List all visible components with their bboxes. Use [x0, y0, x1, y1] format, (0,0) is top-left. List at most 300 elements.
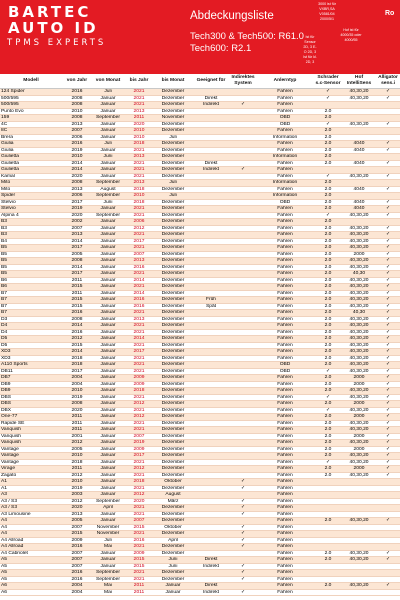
table-cell: 2021	[124, 173, 154, 180]
table-cell: 2015	[124, 563, 154, 570]
table-cell: Dezember	[154, 160, 192, 167]
table-cell: ✓	[314, 394, 342, 401]
table-cell: Spider	[0, 193, 62, 200]
table-cell: 40,30,20	[342, 316, 376, 323]
table-cell: B6	[0, 284, 62, 291]
table-cell: Januar	[154, 589, 192, 596]
table-cell: ✓	[376, 225, 400, 232]
table-cell: 2014	[62, 323, 92, 330]
table-cell: Indirekt	[192, 589, 230, 596]
table-cell: ✓	[376, 264, 400, 271]
table-cell: Mito	[0, 180, 62, 187]
coverage-table	[0, 74, 400, 596]
table-cell: 2.0	[314, 238, 342, 245]
table-cell: Januar	[92, 297, 124, 304]
table-cell: D5	[0, 336, 62, 343]
table-cell: Fahren	[256, 407, 314, 414]
table-cell: 2.0	[314, 518, 342, 525]
table-cell: ✓	[376, 310, 400, 317]
table-cell: 2021	[124, 511, 154, 518]
table-cell: 2017	[124, 238, 154, 245]
table-cell: ✓	[230, 505, 256, 512]
table-cell: Fahren	[256, 479, 314, 486]
table-cell: 2017	[124, 453, 154, 460]
table-cell: B3	[0, 232, 62, 239]
table-cell: Dezember	[154, 245, 192, 252]
table-cell: Januar	[92, 271, 124, 278]
table-cell: Fahren	[256, 141, 314, 148]
table-cell: ✓	[376, 160, 400, 167]
table-cell: A3 Limousine	[0, 511, 62, 518]
table-cell: ✓	[376, 362, 400, 369]
table-cell: 40,30,20	[342, 297, 376, 304]
table-cell: 2006	[124, 219, 154, 226]
table-cell: Giulietta	[0, 160, 62, 167]
table-cell: 2021	[124, 342, 154, 349]
table-cell: 2.0	[314, 147, 342, 154]
table-cell: Dezember	[154, 316, 192, 323]
table-cell: September	[92, 180, 124, 187]
table-cell: 2012	[124, 466, 154, 473]
table-cell: Januar	[92, 128, 124, 135]
table-cell: Stelvio	[0, 199, 62, 206]
table-cell: Dezember	[154, 238, 192, 245]
table-cell: 2007	[62, 128, 92, 135]
table-cell: Fahren	[256, 544, 314, 551]
table-cell: 2016	[62, 544, 92, 551]
table-cell: Fahren	[256, 206, 314, 213]
table-cell: A6	[0, 589, 62, 596]
table-cell: 2013	[124, 108, 154, 115]
table-cell: ✓	[376, 472, 400, 479]
table-cell: September	[92, 212, 124, 219]
table-cell: Spät	[192, 303, 230, 310]
table-cell: B7	[0, 310, 62, 317]
table-cell: 2008	[62, 95, 92, 102]
table-cell: D4	[0, 329, 62, 336]
table-cell: 2018	[124, 479, 154, 486]
table-cell: 2.0	[314, 290, 342, 297]
table-cell: Fahren	[256, 440, 314, 447]
table-cell: Dezember	[154, 433, 192, 440]
table-cell: 2016	[62, 310, 92, 317]
table-cell: Fahren	[256, 232, 314, 239]
table-cell: 2015	[62, 297, 92, 304]
table-cell: ✓	[376, 446, 400, 453]
table-cell: 2007	[62, 225, 92, 232]
table-cell: 2017	[124, 349, 154, 356]
table-cell: B5	[0, 251, 62, 258]
table-cell: Fahren	[256, 108, 314, 115]
table-cell: ✓	[376, 453, 400, 460]
table-cell: Dezember	[154, 258, 192, 265]
table-cell: 2021	[124, 362, 154, 369]
table-cell: 2021	[124, 89, 154, 96]
table-cell: 2.0	[314, 440, 342, 447]
column-header: Alligator sens.i	[376, 74, 400, 89]
table-cell: 2000	[342, 375, 376, 382]
table-cell: 2006	[62, 134, 92, 141]
table-cell: Fahren	[256, 394, 314, 401]
table-cell: Januar	[92, 290, 124, 297]
table-cell: Dezember	[154, 355, 192, 362]
table-cell: 2012	[62, 472, 92, 479]
table-cell: 2021	[124, 472, 154, 479]
table-cell: Dezember	[154, 375, 192, 382]
table-cell: April	[154, 537, 192, 544]
table-cell: B5	[0, 258, 62, 265]
table-cell: 2.0	[314, 251, 342, 258]
table-cell: A4	[0, 524, 62, 531]
table-cell: ✓	[376, 355, 400, 362]
table-cell: D5	[0, 342, 62, 349]
table-cell: 2021	[124, 329, 154, 336]
table-cell: Dezember	[154, 420, 192, 427]
table-cell: Vanquish	[0, 427, 62, 434]
table-cell: Fahren	[256, 557, 314, 564]
table-cell: 2.0	[314, 583, 342, 590]
table-cell: Januar	[92, 381, 124, 388]
table-cell: Fahren	[256, 89, 314, 96]
table-cell: A4 Cabriolet	[0, 550, 62, 557]
table-cell: Januar	[92, 108, 124, 115]
table-cell: Vanquish	[0, 440, 62, 447]
table-cell: 2020	[124, 498, 154, 505]
table-cell: B3	[0, 219, 62, 226]
table-cell: 2013	[124, 258, 154, 265]
table-cell: 2.0	[314, 329, 342, 336]
table-cell: Januar	[92, 251, 124, 258]
table-cell: 2021	[124, 368, 154, 375]
table-cell: Fahren	[256, 323, 314, 330]
table-cell: Januar	[92, 160, 124, 167]
table-cell: Oktober	[154, 479, 192, 486]
table-cell: 2021	[124, 485, 154, 492]
table-cell: Januar	[92, 375, 124, 382]
column-header: Modell	[0, 74, 62, 89]
table-cell: ✓	[376, 95, 400, 102]
table-cell: ✓	[376, 394, 400, 401]
table-cell: Dezember	[154, 550, 192, 557]
table-cell: November	[92, 524, 124, 531]
table-cell: 2010	[62, 453, 92, 460]
table-cell: Dezember	[154, 401, 192, 408]
table-cell: Dezember	[154, 303, 192, 310]
table-cell: 2016	[124, 264, 154, 271]
table-cell: 2000	[342, 433, 376, 440]
table-cell: OBD	[256, 362, 314, 369]
table-cell: Fahren	[256, 433, 314, 440]
document-title: Abdeckungsliste	[190, 10, 274, 22]
table-cell: 40,30,20	[342, 121, 376, 128]
table-cell: ✓	[230, 563, 256, 570]
table-cell: 2019	[62, 147, 92, 154]
table-cell: 4040	[342, 141, 376, 148]
table-cell: 40,30,20	[342, 277, 376, 284]
table-cell: 2017	[62, 271, 92, 278]
table-cell: 2004	[62, 375, 92, 382]
table-cell: 2011	[124, 115, 154, 122]
table-cell: Fahren	[256, 316, 314, 323]
table-cell: Januar	[92, 446, 124, 453]
table-cell: 2007	[62, 563, 92, 570]
table-cell: Dezember	[154, 310, 192, 317]
table-cell: 2021	[124, 232, 154, 239]
table-cell: Punto Evo	[0, 108, 62, 115]
table-cell: DBS	[0, 401, 62, 408]
table-cell: DB11	[0, 368, 62, 375]
table-cell: 2014	[62, 160, 92, 167]
table-cell: Dezember	[154, 368, 192, 375]
table-cell: Dezember	[154, 251, 192, 258]
table-cell: 2.0	[314, 199, 342, 206]
table-cell: 2017	[62, 199, 92, 206]
table-cell: Januar	[92, 355, 124, 362]
table-cell: Fahren	[256, 518, 314, 525]
table-cell: 2007	[124, 518, 154, 525]
table-cell: 2.0	[314, 115, 342, 122]
table-cell: 40,30,20	[342, 232, 376, 239]
table-cell: Dezember	[154, 407, 192, 414]
table-cell: Juli	[92, 537, 124, 544]
table-cell: ✓	[230, 537, 256, 544]
table-cell: Januar	[92, 414, 124, 421]
column-header: bis Monat	[154, 74, 192, 89]
table-cell: 40,30	[342, 310, 376, 317]
table-cell: A5	[0, 570, 62, 577]
table-cell: Fahren	[256, 264, 314, 271]
table-cell: 2016	[62, 89, 92, 96]
table-cell: ✓	[376, 238, 400, 245]
table-cell: Januar	[92, 95, 124, 102]
table-cell: Fahren	[256, 427, 314, 434]
table-cell: 2008	[62, 258, 92, 265]
brand-logo-line1: BARTEC	[8, 3, 92, 21]
column-header: Anlerntyp	[256, 74, 314, 89]
table-cell: 2.0	[314, 128, 342, 135]
table-cell: 2021	[124, 245, 154, 252]
table-cell: Giulia	[0, 147, 62, 154]
table-cell: 2006	[62, 193, 92, 200]
table-cell: Januar	[92, 453, 124, 460]
table-cell	[376, 589, 400, 596]
table-cell: ✓	[376, 518, 400, 525]
table-cell: Dezember	[154, 336, 192, 343]
table-cell: 2016	[124, 297, 154, 304]
table-cell: 2.0	[314, 310, 342, 317]
table-cell: XD3	[0, 349, 62, 356]
table-cell: Fahren	[256, 537, 314, 544]
table-cell: 2014	[62, 238, 92, 245]
table-cell: ✓	[376, 199, 400, 206]
table-cell: Januar	[92, 258, 124, 265]
table-cell: Fahren	[256, 290, 314, 297]
table-cell: Januar	[92, 479, 124, 486]
table-cell: ✓	[314, 368, 342, 375]
table-cell: Dezember	[154, 485, 192, 492]
table-cell: 2015	[124, 524, 154, 531]
table-cell: Dezember	[154, 154, 192, 161]
table-cell: 2.0	[314, 414, 342, 421]
table-cell: 2014	[62, 264, 92, 271]
table-cell: Dezember	[154, 518, 192, 525]
table-cell: Januar	[92, 264, 124, 271]
table-cell: 2000	[342, 446, 376, 453]
table-cell: Januar	[92, 472, 124, 479]
table-cell: ✓	[376, 557, 400, 564]
table-cell: 2.0	[314, 316, 342, 323]
table-cell: 2.0	[314, 258, 342, 265]
table-cell: A5	[0, 576, 62, 583]
table-cell: 2014	[124, 336, 154, 343]
table-cell: ✓	[314, 121, 342, 128]
table-cell: Giulia	[0, 141, 62, 148]
table-cell: Januar	[92, 550, 124, 557]
table-cell: Dezember	[154, 349, 192, 356]
table-cell: Fahren	[256, 576, 314, 583]
table-cell: 40,30,20	[342, 518, 376, 525]
table-cell: 2015	[62, 531, 92, 538]
table-cell: Fahren	[256, 303, 314, 310]
table-cell: Fahren	[256, 225, 314, 232]
table-cell: 2.0	[314, 232, 342, 239]
table-cell: Fahren	[256, 271, 314, 278]
table-cell: Dezember	[154, 102, 192, 109]
table-cell: 2016	[124, 537, 154, 544]
table-cell: ✓	[230, 524, 256, 531]
table-cell: 2013	[62, 511, 92, 518]
table-cell: Januar	[92, 134, 124, 141]
table-cell: Fahren	[256, 310, 314, 317]
table-cell: Fahren	[256, 453, 314, 460]
table-cell: Januar	[92, 427, 124, 434]
table-cell: 2009	[124, 375, 154, 382]
table-cell: 2.0	[314, 466, 342, 473]
table-cell: 2011	[62, 427, 92, 434]
table-cell: 2021	[124, 394, 154, 401]
table-cell: Januar	[92, 420, 124, 427]
table-cell: B6	[0, 277, 62, 284]
table-cell: Virage	[0, 466, 62, 473]
table-cell: 40,30,20	[342, 394, 376, 401]
table-cell: Dezember	[154, 570, 192, 577]
table-cell: 40,30,20	[342, 329, 376, 336]
table-cell: 2008	[62, 102, 92, 109]
table-cell: ✓	[376, 407, 400, 414]
table-cell: 2005	[62, 251, 92, 258]
table-cell: 2.0	[314, 245, 342, 252]
table-cell: 2021	[124, 212, 154, 219]
table-cell: 2.0	[314, 362, 342, 369]
table-cell: 2011	[62, 277, 92, 284]
table-cell: 2011	[124, 589, 154, 596]
table-cell: A1	[0, 485, 62, 492]
table-cell: Giulietta	[0, 154, 62, 161]
table-cell: Januar	[92, 225, 124, 232]
table-cell: DB9	[0, 381, 62, 388]
table-cell: 2010	[124, 134, 154, 141]
table-cell: Rapide SE	[0, 420, 62, 427]
table-cell: Fahren	[256, 401, 314, 408]
brand-tagline: TPMS EXPERTS	[7, 38, 107, 48]
table-cell: 2.0	[314, 342, 342, 349]
table-cell: Dezember	[154, 531, 192, 538]
table-cell: ✓	[376, 336, 400, 343]
table-cell: 2021	[124, 167, 154, 174]
table-cell: Dezember	[154, 147, 192, 154]
table-cell: 4040	[342, 147, 376, 154]
table-cell: 2021	[124, 284, 154, 291]
table-cell: A4	[0, 531, 62, 538]
table-cell: Direkt	[192, 583, 230, 590]
table-cell: 2011	[62, 466, 92, 473]
table-cell: ✓	[376, 349, 400, 356]
table-cell: 2.0	[314, 420, 342, 427]
table-cell: Januar	[92, 147, 124, 154]
table-cell: 500/595	[0, 102, 62, 109]
table-cell: Juli	[154, 134, 192, 141]
table-cell: Fahren	[256, 258, 314, 265]
table-cell: 2007	[62, 524, 92, 531]
table-cell: ✓	[376, 316, 400, 323]
table-cell: Juni	[154, 557, 192, 564]
table-cell: Juni	[92, 199, 124, 206]
table-cell: ✓	[376, 245, 400, 252]
table-cell: Früh	[192, 297, 230, 304]
table-cell: 2000	[342, 381, 376, 388]
table-cell: 2007	[62, 550, 92, 557]
table-cell: Fahren	[256, 459, 314, 466]
table-cell: Dezember	[154, 323, 192, 330]
table-cell: A3 / S3	[0, 505, 62, 512]
table-cell: Dezember	[154, 199, 192, 206]
table-cell: 2013	[62, 186, 92, 193]
table-cell: 40,30,20	[342, 284, 376, 291]
table-cell: Fahren	[256, 466, 314, 473]
table-cell: 2.0	[314, 277, 342, 284]
table-cell: Dezember	[154, 212, 192, 219]
table-cell: DB7	[0, 375, 62, 382]
table-cell: 2016	[62, 329, 92, 336]
table-cell: Indirekt	[192, 167, 230, 174]
table-cell: 2.0	[314, 336, 342, 343]
table-row	[0, 589, 400, 596]
table-cell: Januar	[92, 303, 124, 310]
table-cell: 40,30,20	[342, 290, 376, 297]
table-cell: ✓	[314, 459, 342, 466]
table-cell: Januar	[92, 466, 124, 473]
table-cell: Fahren	[256, 570, 314, 577]
table-cell: A4 Allroad	[0, 544, 62, 551]
table-cell: 2021	[124, 459, 154, 466]
table-cell: DB9	[0, 388, 62, 395]
table-cell: 2010	[62, 388, 92, 395]
table-cell: 2008	[62, 401, 92, 408]
table-cell: Stelvio	[0, 206, 62, 213]
table-cell: 2.0	[314, 375, 342, 382]
table-cell: Zagato	[0, 472, 62, 479]
table-cell: 2021	[124, 102, 154, 109]
table-cell: Mai	[92, 583, 124, 590]
table-cell: A1	[0, 479, 62, 486]
table-cell: ✓	[230, 531, 256, 538]
table-cell: ✓	[376, 368, 400, 375]
table-cell: Fahren	[256, 472, 314, 479]
table-cell: Fahren	[256, 492, 314, 499]
table-cell: ✓	[376, 277, 400, 284]
table-cell: Fahren	[256, 420, 314, 427]
table-cell: September	[92, 576, 124, 583]
